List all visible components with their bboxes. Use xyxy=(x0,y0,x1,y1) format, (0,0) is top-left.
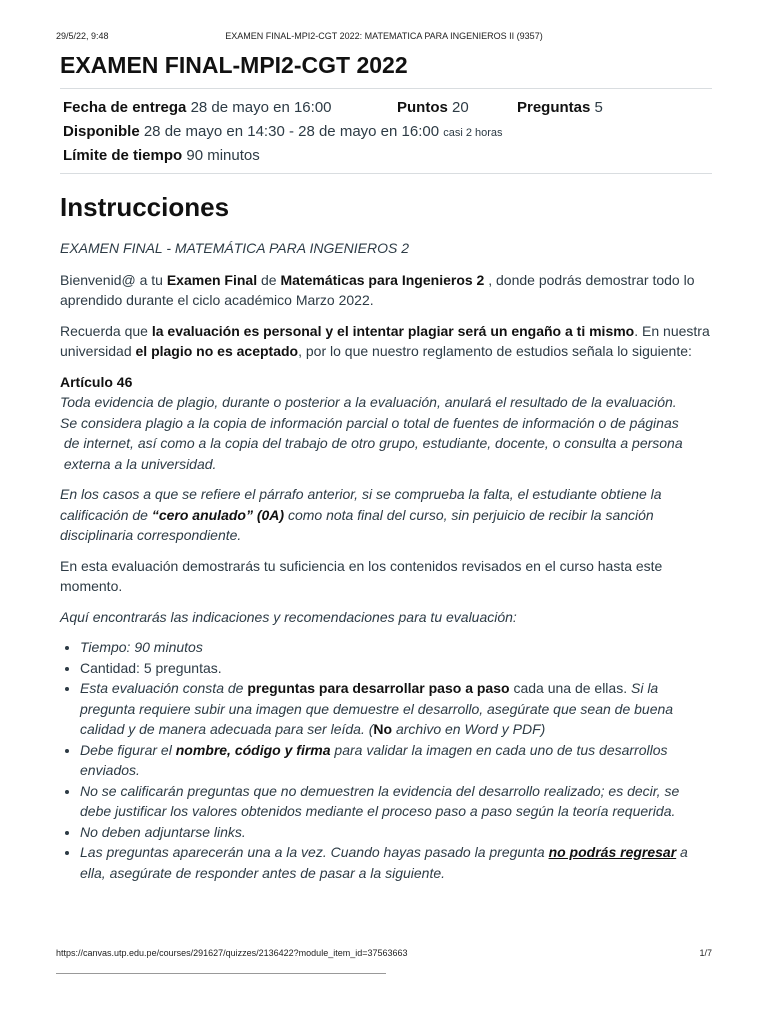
text-bold: la evaluación es personal y el intentar plagiar será un engaño a ti mismo xyxy=(151,322,635,339)
questions xyxy=(517,96,603,120)
list-item: • No deben adjuntarse links. xyxy=(80,822,712,843)
article-line: Se considera plagio a la copia de información parcial o total de fuentes de información o de páginas xyxy=(60,414,679,431)
recommendations-intro: Aquí encontrarás las indicaciones y recomendaciones para tu evaluación: xyxy=(60,608,517,625)
print-header xyxy=(56,31,712,45)
sanction-paragraph xyxy=(60,484,712,546)
divider xyxy=(56,973,386,974)
quiz-page xyxy=(60,50,712,883)
divider xyxy=(60,88,712,89)
text: Esta evaluación consta de xyxy=(80,680,248,696)
available-note: casi 2 horas xyxy=(443,127,503,139)
list-item xyxy=(80,740,712,781)
list-item xyxy=(80,842,712,883)
points xyxy=(397,96,469,120)
text: archivo en Word y PDF) xyxy=(392,721,546,737)
article-line: de internet, así como a la copia del trabajo de otro grupo, estudiante, docente, o consulta a persona xyxy=(60,435,683,451)
text-bold-underlined: no podrás regresar xyxy=(548,844,677,860)
print-footer xyxy=(56,948,712,960)
points-value: 20 xyxy=(452,99,469,116)
questions-value: 5 xyxy=(594,99,603,116)
list-item: • No se calificarán preguntas que no demuestren la evidencia del desarrollo realizado; es decir, se debe justificar los valores obtenidos mediante el proceso paso a paso según la teoría requerida. xyxy=(80,781,712,822)
details-row-3 xyxy=(63,144,712,168)
time-limit-value: 90 minutos xyxy=(186,147,260,164)
due-label: Fecha de entrega xyxy=(63,99,187,116)
print-title: EXAMEN FINAL-MPI2-CGT 2022: MATEMATICA PARA INGENIEROS II (9357) xyxy=(225,31,543,41)
text-bold: No xyxy=(373,721,393,737)
text: de xyxy=(257,271,281,288)
instructions-heading: Instrucciones xyxy=(60,192,230,222)
questions-label: Preguntas xyxy=(517,99,591,116)
text: , por lo que nuestro reglamento de estudios señala lo siguiente: xyxy=(298,343,692,359)
text: como nota final del curso, sin perjuicio de recibir la sanción disciplinaria correspondiente. xyxy=(60,506,654,543)
text: a ella, asegúrate de responder antes de pasar a la siguiente. xyxy=(80,844,688,881)
details-row-1 xyxy=(63,96,712,120)
time-limit-label: Límite de tiempo xyxy=(63,147,183,164)
available-label: Disponible xyxy=(63,123,140,140)
text: . En nuestra universidad xyxy=(60,322,710,359)
welcome-paragraph xyxy=(60,270,712,311)
sufficiency-paragraph: En esta evaluación demostrarás tu suficiencia en los contenidos revisados en el curso hasta este momento. xyxy=(60,557,663,594)
text-bold: “cero anulado” (0A) xyxy=(151,506,285,523)
quiz-title: EXAMEN FINAL-MPI2-CGT 2022 xyxy=(60,52,408,78)
text: para validar la imagen en cada uno de tus desarrollos enviados. xyxy=(80,741,668,778)
article-title: Artículo 46 xyxy=(60,373,133,390)
text: , donde podrás demostrar todo lo aprendido durante el ciclo académico Marzo 2022. xyxy=(60,271,695,308)
details-row-2 xyxy=(63,120,712,144)
list-item: • Tiempo: 90 minutos xyxy=(80,637,712,658)
text: Las preguntas aparecerán una a la vez. Cuando hayas pasado la pregunta xyxy=(80,844,549,860)
text: Recuerda que xyxy=(60,322,152,339)
text: cada una de ellas. xyxy=(509,680,631,696)
page-url: https://canvas.utp.edu.pe/courses/291627/quizzes/2136422?module_item_id=37563663 xyxy=(56,948,408,958)
article-block xyxy=(60,372,712,475)
list-item xyxy=(80,678,712,740)
article-line: Toda evidencia de plagio, durante o posterior a la evaluación, anulará el resultado de la evaluación. xyxy=(60,394,677,410)
text-bold: Examen Final xyxy=(166,271,258,288)
recommendations-list xyxy=(60,637,712,883)
quiz-details xyxy=(63,96,712,168)
due-date xyxy=(63,99,332,116)
text-bold: nombre, código y firma xyxy=(175,741,331,758)
divider xyxy=(60,173,712,174)
text-bold: el plagio no es aceptado xyxy=(135,343,299,359)
text-bold: Matemáticas para Ingenieros 2 xyxy=(280,271,485,288)
instructions-body xyxy=(60,238,712,883)
print-date: 29/5/22, 9:48 xyxy=(56,31,109,41)
due-value: 28 de mayo en 16:00 xyxy=(190,99,332,116)
text: Bienvenid@ a tu xyxy=(60,271,167,288)
text: Si la pregunta requiere subir una imagen que demuestre el desarrollo, asegúrate que sean de buena calidad y de manera adecuada para ser leída. ( xyxy=(80,680,674,737)
available-value: 28 de mayo en 14:30 - 28 de mayo en 16:00 xyxy=(143,123,440,140)
text: Debe figurar el xyxy=(80,741,176,758)
list-item: • Cantidad: 5 preguntas. xyxy=(80,658,712,679)
text: En los casos a que se refiere el párrafo anterior, si se comprueba la falta, el estudiante obtiene la calificación de xyxy=(60,486,662,523)
article-line: externa a la universidad. xyxy=(60,455,217,472)
page-number: 1/7 xyxy=(699,948,712,958)
exam-subtitle: EXAMEN FINAL - MATEMÁTICA PARA INGENIEROS 2 xyxy=(60,240,410,256)
text-bold: preguntas para desarrollar paso a paso xyxy=(247,680,510,696)
plagiarism-paragraph xyxy=(60,321,712,362)
points-label: Puntos xyxy=(397,99,448,116)
